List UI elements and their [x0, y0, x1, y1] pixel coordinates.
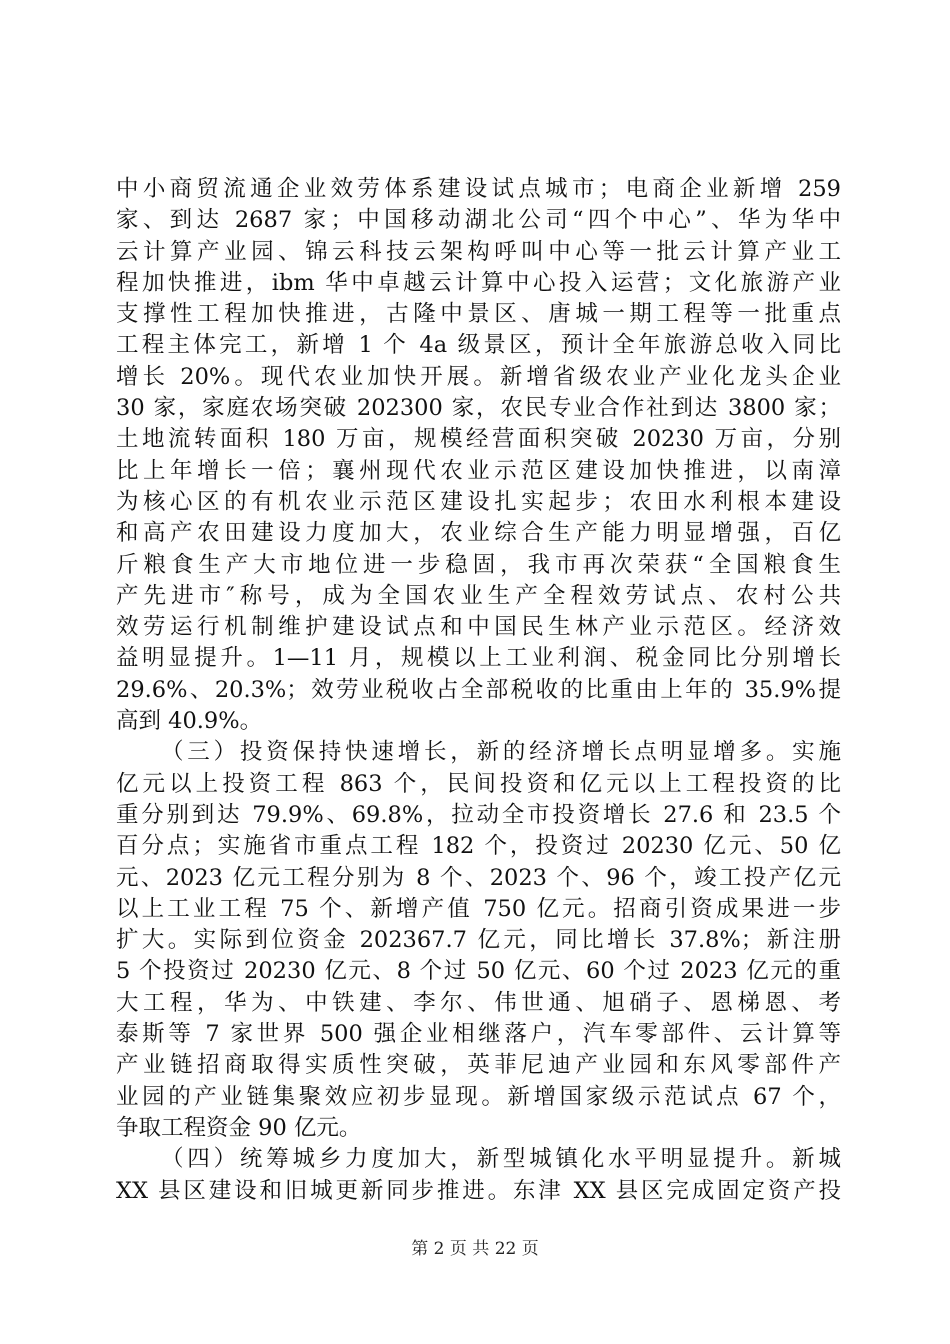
text-line: 程加快推进，ibm 华中卓越云计算中心投入运营；文化旅游产业 [116, 269, 841, 296]
text-line: 效劳运行机制维护建设试点和中国民生林产业示范区。经济效 [116, 614, 841, 641]
text-line: 百分点；实施省市重点工程 182 个，投资过 20230 亿元、50 亿 [116, 833, 841, 860]
paragraph-end-line: 争取工程资金 90 亿元。 [116, 1114, 362, 1141]
text-line: 产业链招商取得实质性突破，英菲尼迪产业园和东风零部件产 [116, 1052, 841, 1079]
text-line: 工程主体完工，新增 1 个 4a 级景区，预计全年旅游总收入同比 [116, 332, 841, 359]
text-line: 和高产农田建设力度加大，农业综合生产能力明显增强，百亿 [116, 520, 841, 547]
text-line: 产先进市″称号，成为全国农业生产全程效劳试点、农村公共 [116, 582, 841, 609]
text-line: 扩大。实际到位资金 202367.7 亿元，同比增长 37.8%；新注册 [116, 927, 841, 954]
text-line: 益明显提升。1—11 月，规模以上工业利润、税金同比分别增长 [116, 645, 841, 672]
text-line: 以上工业工程 75 个、新增产值 750 亿元。招商引资成果进一步 [116, 895, 841, 922]
text-line: 30 家，家庭农场突破 202300 家，农民专业合作社到达 3800 家； [116, 395, 841, 422]
paragraph-start-line: （四）统筹城乡力度加大，新型城镇化水平明显提升。新城 [161, 1146, 841, 1173]
text-line: 中小商贸流通企业效劳体系建设试点城市；电商企业新增 259 [116, 176, 841, 202]
text-line: 支撑性工程加快推进，古隆中景区、唐城一期工程等一批重点 [116, 301, 841, 328]
text-line: 泰斯等 7 家世界 500 强企业相继落户，汽车零部件、云计算等 [116, 1021, 841, 1048]
text-line: XX 县区建设和旧城更新同步推进。东津 XX 县区完成固定资产投 [116, 1177, 841, 1204]
text-line: 比上年增长一倍；襄州现代农业示范区建设加快推进，以南漳 [116, 457, 841, 484]
text-line: 5 个投资过 20230 亿元、8 个过 50 亿元、60 个过 2023 亿元的重 [116, 958, 841, 985]
text-line: 为核心区的有机农业示范区建设扎实起步；农田水利根本建设 [116, 488, 841, 515]
paragraph-start-line: （三）投资保持快速增长，新的经济增长点明显增多。实施 [161, 739, 841, 766]
body-text [116, 174, 841, 1207]
text-line: 斤粮食生产大市地位进一步稳固，我市再次荣获“全国粮食生 [116, 551, 841, 578]
text-line: 土地流转面积 180 万亩，规模经营面积突破 20230 万亩，分别 [116, 426, 841, 453]
text-line: 家、到达 2687 家；中国移动湖北公司“四个中心”、华为华中 [116, 207, 841, 234]
text-line: 增长 20%。现代农业加快开展。新增省级农业产业化龙头企业 [116, 363, 841, 390]
text-line: 元、2023 亿元工程分别为 8 个、2023 个、96 个，竣工投产亿元 [116, 864, 841, 891]
text-line: 大工程，华为、中铁建、李尔、伟世通、旭硝子、恩梯恩、考 [116, 989, 841, 1016]
text-line: 业园的产业链集聚效应初步显现。新增国家级示范试点 67 个， [116, 1083, 841, 1110]
text-line: 亿元以上投资工程 863 个，民间投资和亿元以上工程投资的比 [116, 770, 841, 797]
text-line: 重分别到达 79.9%、69.8%，拉动全市投资增长 27.6 和 23.5 个 [116, 801, 841, 828]
paragraph-end-line: 高到 40.9%。 [116, 708, 263, 735]
page-footer: 第 2 页 共 22 页 [411, 1239, 539, 1259]
text-line: 29.6%、20.3%；效劳业税收占全部税收的比重由上年的 35.9%提 [116, 676, 841, 703]
text-line: 云计算产业园、锦云科技云架构呼叫中心等一批云计算产业工 [116, 238, 841, 265]
